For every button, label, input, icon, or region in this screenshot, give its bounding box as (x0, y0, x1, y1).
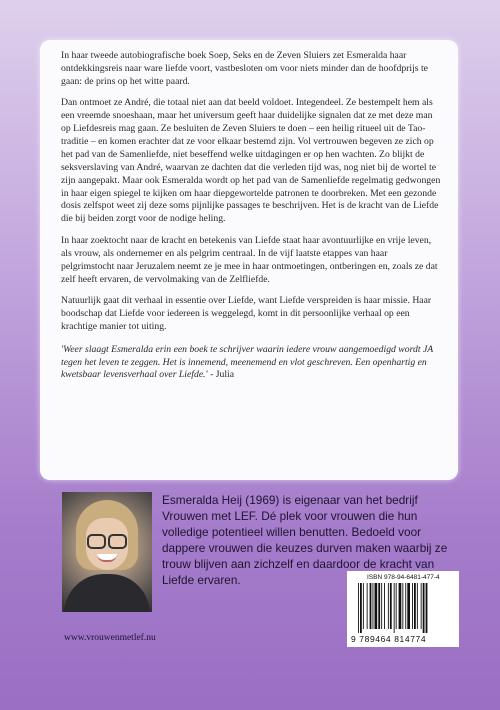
barcode-bar (367, 583, 368, 629)
barcode-bar (402, 583, 403, 629)
barcode-bar (423, 583, 425, 633)
barcode-bar (417, 583, 418, 629)
isbn-label: ISBN 978-94-6481-477-4 (367, 574, 440, 581)
barcode-bar (370, 583, 372, 629)
author-photo-glasses-right (108, 534, 127, 549)
author-photo-clothing (64, 574, 150, 612)
barcode-digits: 9 789464 814774 (351, 634, 427, 644)
barcode-bar (399, 583, 402, 629)
back-cover-text-panel (40, 40, 458, 480)
description-paragraph-3: In haar zoektocht naar de kracht en betekenis van Liefde staat haar avontuurlijke en vrije leven, als vrouw, als ondernemer en als pelgrim centraal. In de vijf laatste etappes van haar pelgrimstocht naar Jeruzalem neemt ze je mee in haar ontmoetingen, ontberingen en, zoals ze dat zelf heeft ervaren, de vervolmaking van de Zelfliefde. (61, 234, 438, 285)
barcode-bar (421, 583, 422, 629)
barcode-bar (388, 583, 389, 629)
review-quote (61, 344, 441, 383)
barcode-bar (358, 583, 359, 633)
barcode-bar (396, 583, 397, 629)
barcode-bar (390, 583, 392, 629)
barcode-bar (414, 583, 416, 629)
barcode-bar (373, 583, 374, 629)
barcode-bar (426, 583, 428, 633)
isbn-barcode (347, 571, 459, 647)
description-paragraph-2: Dan ontmoet ze André, die totaal niet aan dat beeld voldoet. Integendeel. Ze bestempelt hem als een vreemde snoeshaan, maar het universum geeft haar duidelijke signalen dat ze met deze man op Liefdesreis mag gaan. Ze besluiten de Zeven Sluiers te doen – een heilig ritueel uit de Tao-traditie – en komen erachter dat ze voor elkaar bestemd zijn. Vol vertrouwen begeven ze zich op het pad van de Samenliefde, niet beseffend welke uitdagingen er op hen wachten. Zo blijkt de seksverslaving van André, waarvan ze dachten dat die verleden tijd was, nog niet bij de wortel te zijn aangepakt. Maar ook Esmeralda wordt op het pad van de Samenliefde regelmatig gedwongen in haar eigen spiegel te kijken om haar diepgewortelde patronen te doorbreken. Met een gezonde dosis zelfspot weet zij deze soms pijnlijke passages te beschrijven. Het is de kracht van de Liefde die bij beiden zorgt voor de nodige heling. (61, 97, 441, 225)
description-paragraph-4: Natuurlijk gaat dit verhaal in essentie over Liefde, want Liefde verspreiden is haar missie. Haar boodschap dat Liefde voor iedereen is weggelegd, komt in dit persoonlijke verhaal op een krachtige manier tot uiting. (61, 294, 432, 332)
description-paragraph-1: In haar tweede autobiografische boek Soep, Seks en de Zeven Sluiers zet Esmeralda haar ontdekkingsreis naar ware liefde voort, vastbesloten om voor niets minder dan de hoofdprijs te gaan: de prins op het witte paard. (61, 50, 428, 87)
barcode-bar (384, 583, 385, 629)
barcode-bar (412, 583, 413, 629)
barcode-bars (357, 583, 453, 633)
barcode-bar (405, 583, 406, 629)
website-url: www.vrouwenmetlef.nu (64, 633, 156, 643)
barcode-bar (407, 583, 410, 629)
barcode-bar (375, 583, 378, 629)
author-bio: Esmeralda Heij (1969) is eigenaar van het bedrijf Vrouwen met LEF. Dé plek voor vrouwen die hun volledige potentieel willen benutten. Bedoeld voor dappere vrouwen die keuzes durven maken waarbij ze trouw blijven aan zichzelf en daardoor de kracht van Liefde ervaren. (162, 493, 448, 587)
barcode-bar (378, 583, 380, 629)
review-quote-text: 'Weer slaagt Esmeralda erin een boek te schrijver waarin iedere vrouw aangemoedigd wordt JA tegen het leven te zeggen. Het is innemend, meenemend en vlot geschreven. Een openhartig en kwetsbaar levensverhaal over Liefde.' (61, 343, 434, 381)
barcode-bar (360, 583, 362, 633)
review-quote-author: - Julia (207, 369, 235, 381)
barcode-bar (381, 583, 382, 629)
barcode-bar (394, 583, 395, 633)
author-photo-glasses-left (87, 534, 106, 549)
barcode-bar (363, 583, 364, 629)
author-photo (62, 492, 152, 612)
